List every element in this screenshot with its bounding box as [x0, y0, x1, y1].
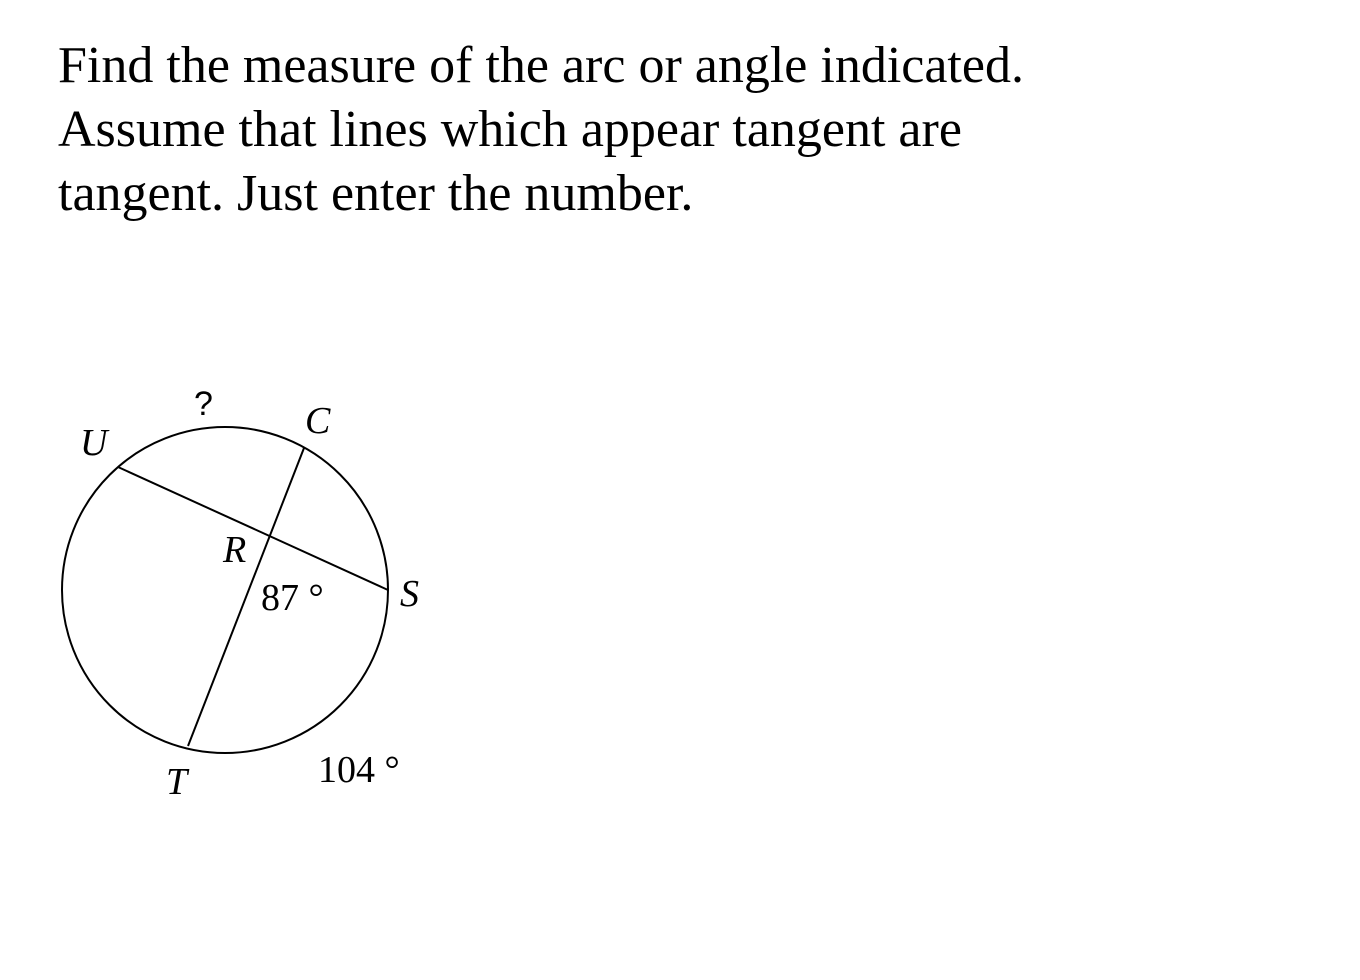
- point-label-t: T: [166, 761, 188, 803]
- circle: [62, 427, 388, 753]
- arc-label: 104 °: [318, 749, 400, 791]
- point-label-u: U: [80, 422, 108, 464]
- point-label-r: R: [223, 529, 247, 571]
- problem-line-1: Find the measure of the arc or angle indicated.: [58, 37, 1024, 94]
- problem-line-2: Assume that lines which appear tangent are: [58, 101, 962, 158]
- angle-label: 87 °: [261, 577, 324, 619]
- point-label-s: S: [400, 573, 419, 615]
- point-label-c: C: [305, 400, 331, 442]
- unknown-arc-label: ?: [194, 385, 213, 423]
- problem-line-3: tangent. Just enter the number.: [58, 165, 694, 222]
- chord-us: [118, 467, 388, 590]
